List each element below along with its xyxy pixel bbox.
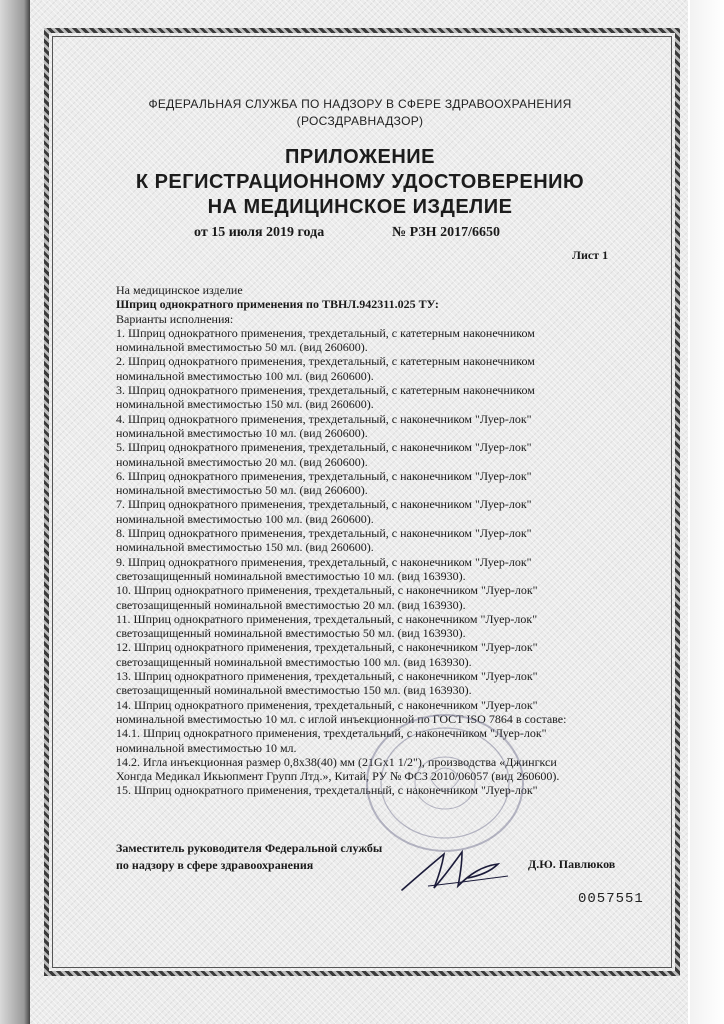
variant-line: номинальной вместимостью 150 мл. (вид 260600). — [116, 397, 374, 412]
variant-line: 14.1. Шприц однократного применения, трехдетальный, с наконечником "Луер-лок" — [116, 726, 547, 741]
variant-line: номинальной вместимостью 10 мл. — [116, 740, 297, 755]
variant-line: 15. Шприц однократного применения, трехдетальный, с наконечником "Луер-лок" — [116, 783, 538, 798]
variant-line: 11. Шприц однократного применения, трехдетальный, с наконечником "Луер-лок" — [116, 611, 538, 626]
position-line-2: по надзору в сфере здравоохранения — [116, 858, 314, 872]
variant-line: номинальной вместимостью 150 мл. (вид 260600). — [116, 540, 374, 555]
title-line-1: ПРИЛОЖЕНИЕ — [285, 146, 435, 168]
intro-text: На медицинское изделие — [116, 283, 243, 297]
sheet-number: Лист 1 — [572, 248, 609, 262]
variant-line: 9. Шприц однократного применения, трехдетальный, с наконечником "Луер-лок" — [116, 554, 532, 569]
product-name: Шприц однократного применения по ТВНЛ.942311.025 ТУ: — [116, 297, 439, 312]
variant-line: 14.2. Игла инъекционная размер 0,8x38(40) мм (21Gx1 1/2"), производства «Джингкси — [116, 754, 557, 769]
variants-label: Варианты исполнения: — [116, 311, 234, 326]
signatory-name: Д.Ю. Павлюков — [528, 857, 616, 871]
variant-line: 3. Шприц однократного применения, трехдетальный, с катетерным наконечником — [116, 383, 535, 398]
variant-line: 6. Шприц однократного применения, трехдетальный, с наконечником "Луер-лок" — [116, 468, 532, 483]
handwritten-signature — [398, 846, 518, 894]
variant-line: 14. Шприц однократного применения, трехдетальный, с наконечником "Луер-лок" — [116, 697, 538, 712]
variant-line: светозащищенный номинальной вместимостью 10 мл. (вид 163930). — [116, 568, 466, 583]
scan-edge-right — [690, 0, 724, 1024]
variant-line: 1. Шприц однократного применения, трехдетальный, с катетерным наконечником — [116, 325, 535, 340]
variant-line: светозащищенный номинальной вместимостью 50 мл. (вид 163930). — [116, 626, 466, 641]
registration-number: № РЗН 2017/6650 — [392, 225, 500, 240]
variant-line: Хонгда Медикал Икьюпмент Групп Лтд.», Китай, РУ № ФСЗ 2010/06057 (вид 260600). — [116, 769, 560, 784]
variant-line: 13. Шприц однократного применения, трехдетальный, с наконечником "Луер-лок" — [116, 669, 538, 684]
variant-line: номинальной вместимостью 10 мл. (вид 260600). — [116, 425, 368, 440]
variant-line: 10. Шприц однократного применения, трехдетальный, с наконечником "Луер-лок" — [116, 583, 538, 598]
signatory-position — [116, 840, 382, 874]
official-seal — [360, 708, 530, 858]
position-line-1: Заместитель руководителя Федеральной службы — [116, 841, 383, 855]
variant-line: номинальной вместимостью 10 мл. с иглой инъекционной по ГОСТ ISO 7864 в составе: — [116, 711, 567, 726]
variant-line: номинальной вместимостью 20 мл. (вид 260600). — [116, 454, 368, 469]
scan-edge-left — [0, 0, 30, 1024]
title-line-2: К РЕГИСТРАЦИОННОМУ УДОСТОВЕРЕНИЮ — [135, 171, 585, 193]
variant-line: номинальной вместимостью 100 мл. (вид 260600). — [116, 368, 374, 383]
title-line-3: НА МЕДИЦИНСКОЕ ИЗДЕЛИЕ — [207, 196, 513, 218]
variant-line: светозащищенный номинальной вместимостью 100 мл. (вид 163930). — [116, 654, 472, 669]
variant-line: 5. Шприц однократного применения, трехдетальный, с наконечником "Луер-лок" — [116, 440, 532, 455]
variant-line: 8. Шприц однократного применения, трехдетальный, с наконечником "Луер-лок" — [116, 526, 532, 541]
agency-short-name: (РОСЗДРАВНАДЗОР) — [296, 114, 424, 128]
variant-line: номинальной вместимостью 100 мл. (вид 260600). — [116, 511, 374, 526]
registration-date: от 15 июля 2019 года — [194, 225, 325, 240]
variant-line: 2. Шприц однократного применения, трехдетальный, с катетерным наконечником — [116, 354, 535, 369]
variant-line: 7. Шприц однократного применения, трехдетальный, с наконечником "Луер-лок" — [116, 497, 532, 512]
variant-line: светозащищенный номинальной вместимостью 150 мл. (вид 163930). — [116, 683, 472, 698]
variant-line: номинальной вместимостью 50 мл. (вид 260600). — [116, 340, 368, 355]
form-serial-number: 0057551 — [578, 891, 644, 907]
variant-line: светозащищенный номинальной вместимостью 20 мл. (вид 163930). — [116, 597, 466, 612]
variant-line: 12. Шприц однократного применения, трехдетальный, с наконечником "Луер-лок" — [116, 640, 538, 655]
variant-line: 4. Шприц однократного применения, трехдетальный, с наконечником "Луер-лок" — [116, 411, 532, 426]
variant-line: номинальной вместимостью 50 мл. (вид 260600). — [116, 483, 368, 498]
agency-name: ФЕДЕРАЛЬНАЯ СЛУЖБА ПО НАДЗОРУ В СФЕРЕ ЗДРАВООХРАНЕНИЯ — [148, 97, 572, 111]
